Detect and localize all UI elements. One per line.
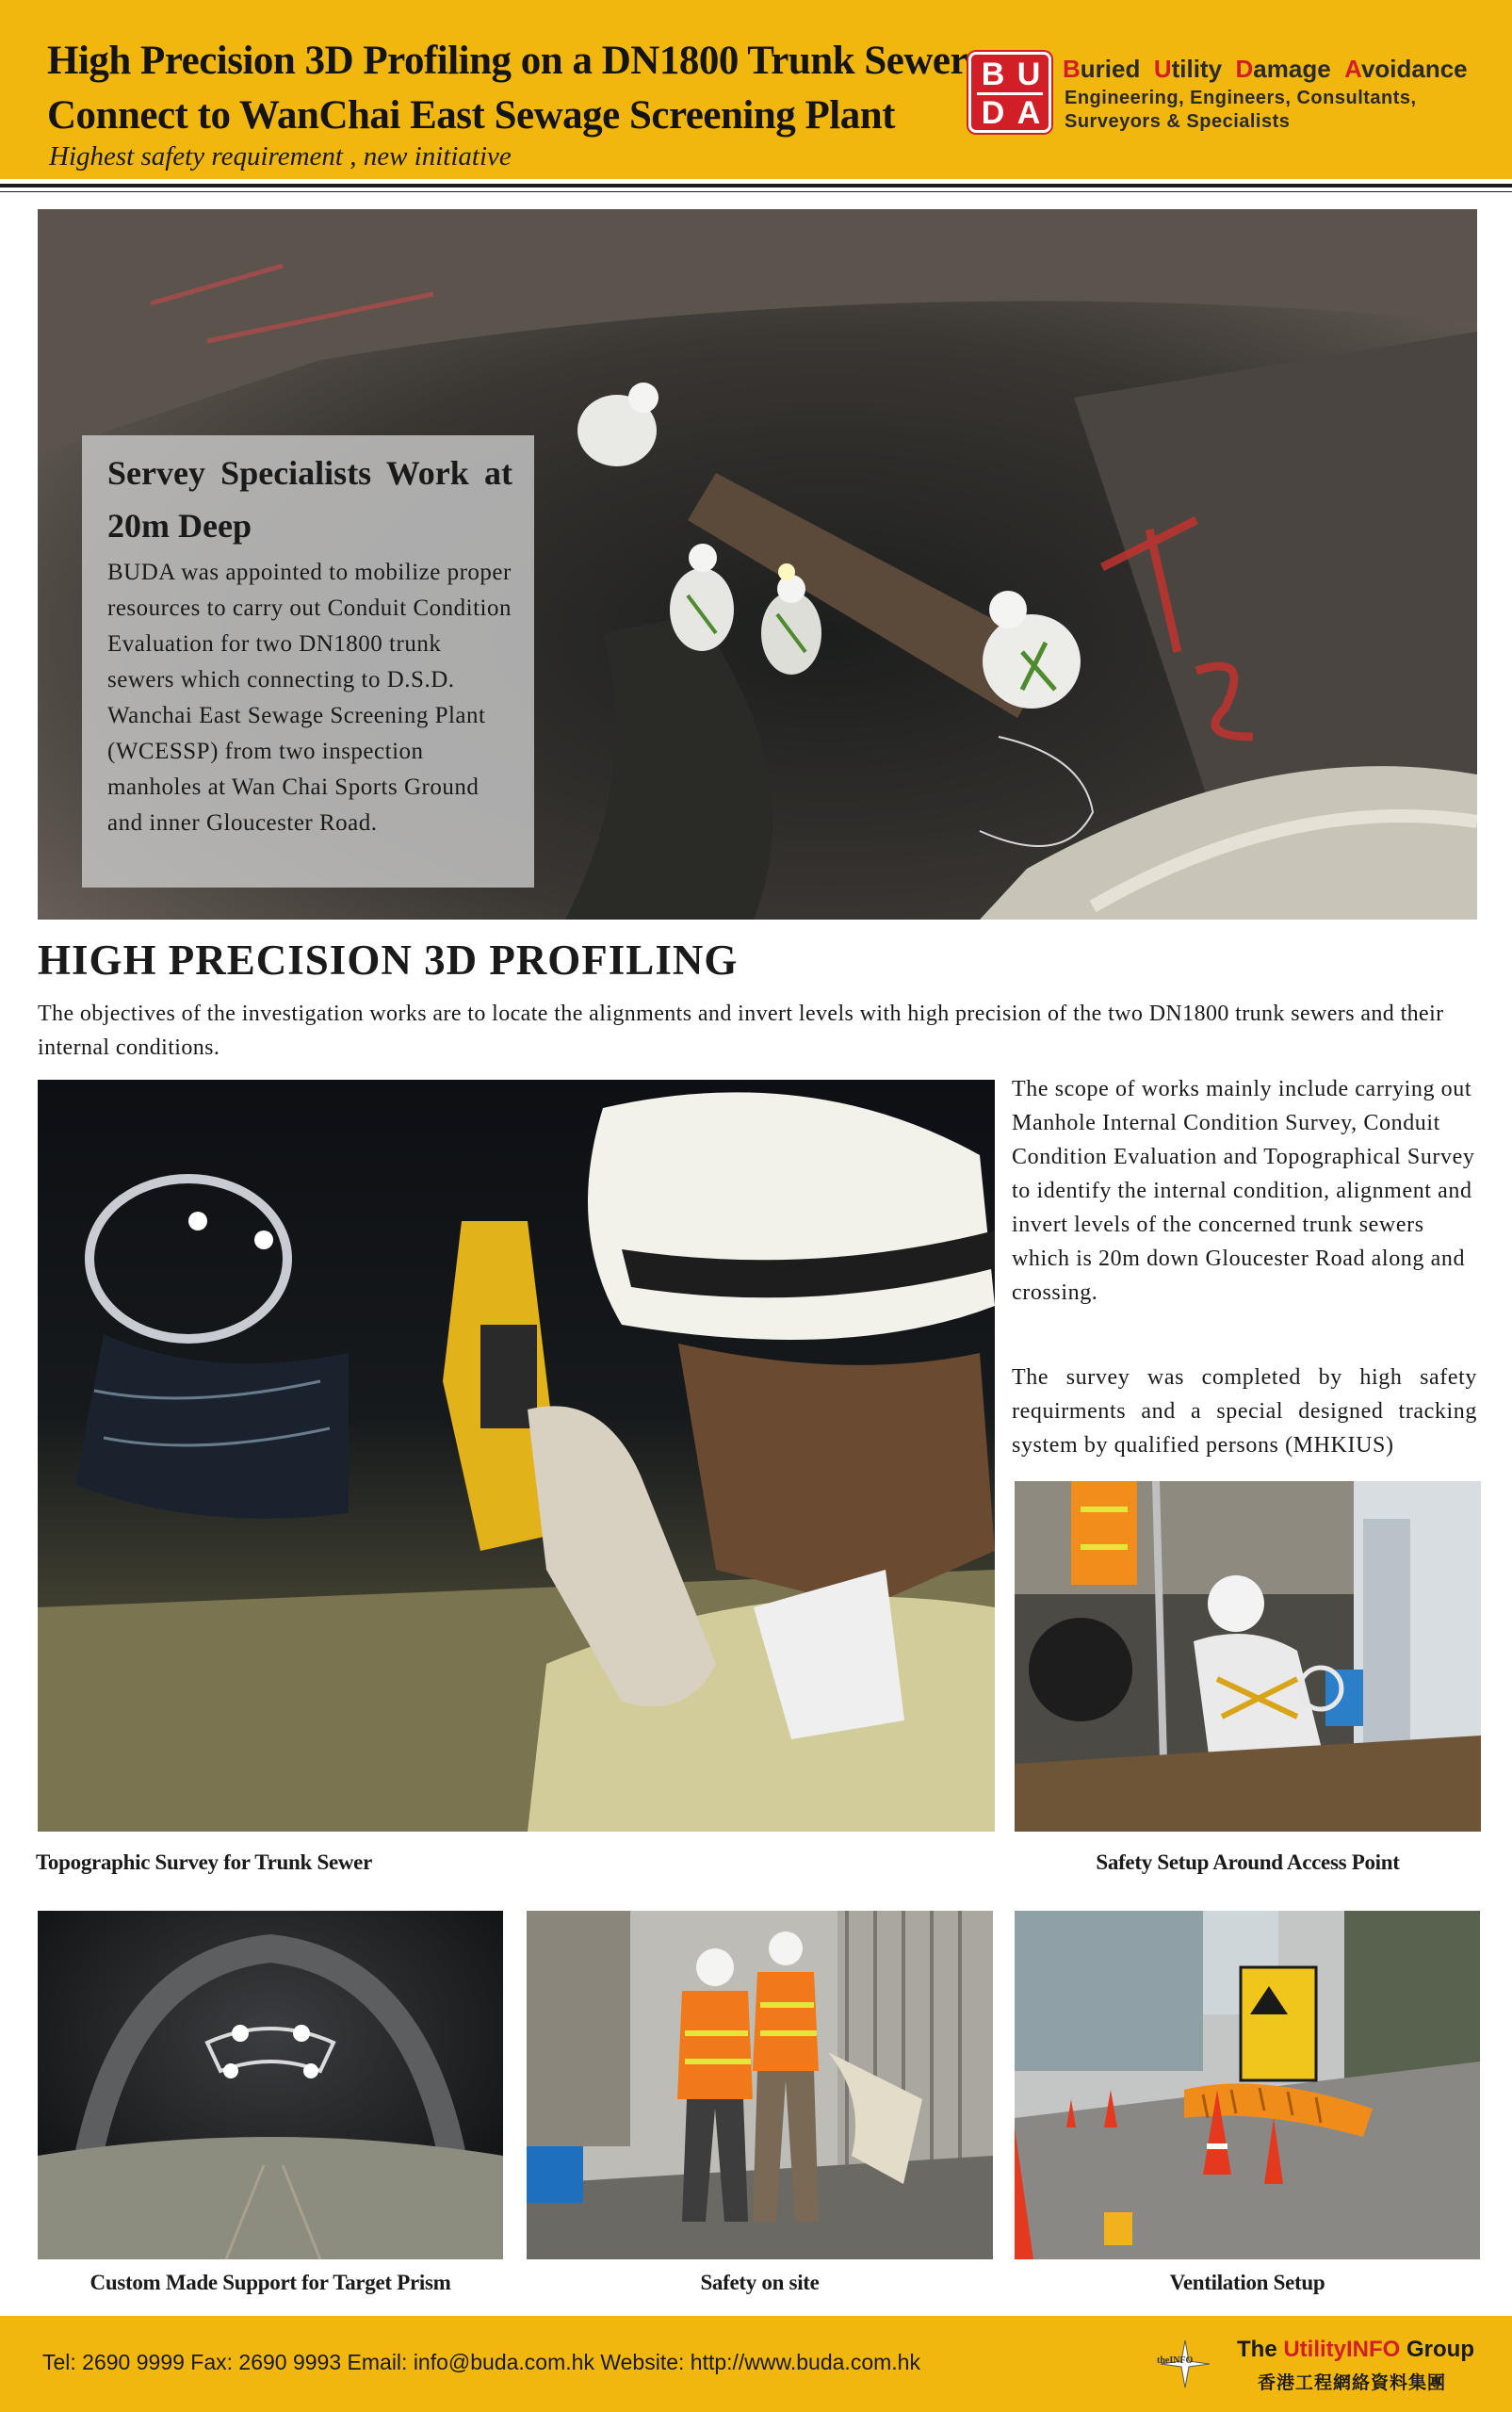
- caption-ventilation: Ventilation Setup: [1169, 2271, 1325, 2294]
- hero-title: Servey Specialists Work at 20m Deep: [107, 454, 512, 545]
- brand-tagline-2: Surveyors & Specialists: [1065, 111, 1291, 132]
- caption-safety-setup: Safety Setup Around Access Point: [1096, 1850, 1400, 1874]
- brand-initial-u: U: [1153, 55, 1172, 83]
- brand-word-u: tility: [1171, 55, 1223, 83]
- photo-safety-setup: [1015, 1481, 1481, 1832]
- header-rule-thick: [0, 184, 1512, 187]
- hero-text-panel: [82, 435, 534, 888]
- brand-word-b: uried: [1080, 55, 1141, 83]
- brand-tagline-1: Engineering, Engineers, Consultants,: [1065, 88, 1417, 108]
- brand-initial-b: B: [1063, 55, 1081, 83]
- logo-letter-b: B: [981, 57, 1005, 92]
- page-title-line2: Connect to WanChai East Sewage Screening Plant: [47, 93, 895, 138]
- page-title-line1: High Precision 3D Profiling on a DN1800 Trunk Sewer: [47, 39, 968, 83]
- footer-contact: Tel: 2690 9999 Fax: 2690 9993 Email: info@buda.com.hk Website: http://www.buda.com.hk: [42, 2350, 920, 2374]
- section-title: HIGH PRECISION 3D PROFILING: [38, 937, 739, 984]
- photo-custom-support: [38, 1911, 503, 2259]
- photo-ventilation: [1015, 1911, 1480, 2259]
- footer-group-prefix: The: [1237, 2337, 1284, 2362]
- footer-group-name: [1237, 2337, 1474, 2363]
- caption-topographic: Topographic Survey for Trunk Sewer: [36, 1850, 372, 1874]
- footer-group-highlight: UtilityINFO: [1283, 2337, 1401, 2362]
- brand-initial-a: A: [1344, 55, 1361, 83]
- scope-paragraph-2: The survey was completed by high safety requirments and a special designed tracking system by qualified persons (MHKIUS): [1012, 1365, 1477, 1458]
- photo-safety-on-site: [527, 1911, 993, 2259]
- buda-logo: [968, 52, 1051, 133]
- footer-banner: [0, 2316, 1512, 2412]
- caption-custom-support: Custom Made Support for Target Prism: [89, 2271, 451, 2294]
- brand-name: [1063, 55, 1468, 84]
- page-subtitle: Highest safety requirement , new initiative: [49, 141, 512, 171]
- scope-paragraph-1: The scope of works mainly include carrying out Manhole Internal Condition Survey, Conduit Condition Evaluation and Topographical Survey to identify the internal condition, alignment and invert levels of the concerned trunk sewers which is 20m down Gloucester Road along and crossing.: [1012, 1077, 1475, 1305]
- logo-letter-a: A: [1016, 95, 1041, 131]
- footer-group-suffix: Group: [1400, 2337, 1474, 2362]
- hero-body: BUDA was appointed to mobilize proper resources to carry out Conduit Condition Evaluation for two DN1800 trunk sewers which connecting to D.S.D. Wanchai East Sewage Screening Plant (WCESSP) from two inspection manholes at Wan Chai Sports Ground and inner Gloucester Road.: [107, 560, 512, 836]
- logo-letter-u: U: [1016, 57, 1041, 92]
- header-rule-thin: [0, 191, 1512, 192]
- brand-word-a: voidance: [1360, 55, 1468, 83]
- footer-logo-text: theINFO: [1157, 2355, 1194, 2366]
- brand-initial-d: D: [1235, 55, 1254, 83]
- section-intro: The objectives of the investigation works are to locate the alignments and invert levels with high precision of the two DN1800 trunk sewers and their internal conditions.: [38, 1002, 1444, 1060]
- header-banner: [0, 0, 1512, 179]
- photo-topographic-survey: [38, 1080, 995, 1832]
- caption-safety-site: Safety on site: [700, 2271, 820, 2294]
- footer-group-chinese: 香港工程網絡資料集團: [1258, 2372, 1447, 2393]
- brand-word-d: amage: [1253, 55, 1331, 83]
- logo-letter-d: D: [981, 95, 1005, 131]
